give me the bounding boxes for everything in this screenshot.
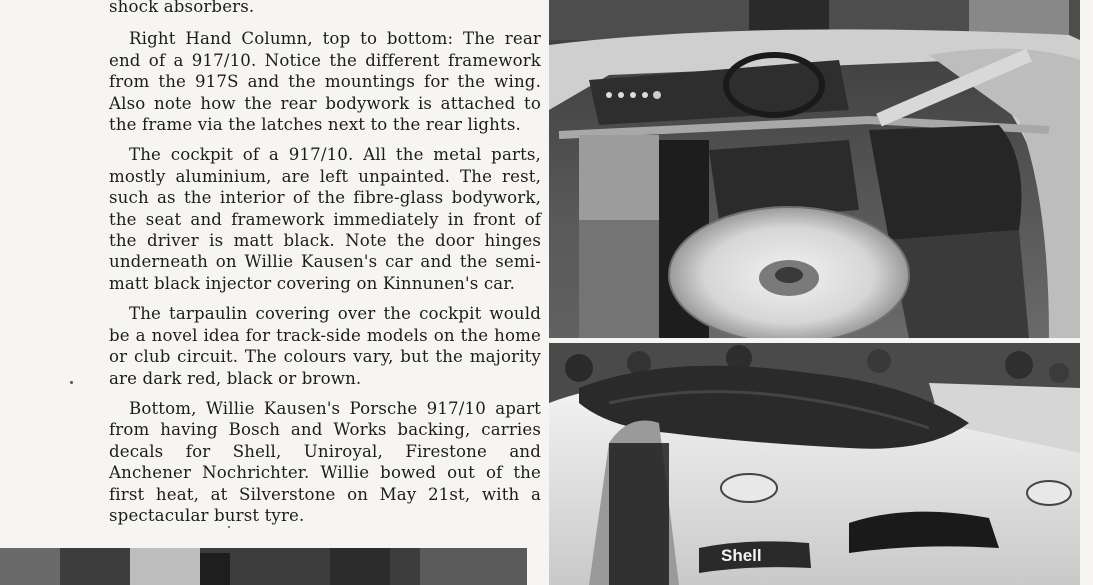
print-speck (70, 381, 73, 384)
photo-cockpit (549, 0, 1080, 338)
caption-rear-end: Right Hand Column, top to bottom: The rear end of a 917/10. Notice the different framework from the 917S and the mountings for the wing. Also note how the rear bodywork is attached to the frame via the latches next to the rear lights. (109, 29, 541, 135)
shell-decal: Shell (721, 546, 762, 565)
caption-cockpit: The cockpit of a 917/10. All the metal parts, mostly aluminium, are left unpainted. The rest, such as the interior of the fibre-glass bodywork, the seat and framework immediately in front of the driver is matt black. Note the door hinges underneath on Willie Kausen's car and the semi-matt black injector covering on Kinnunen's car. (109, 145, 541, 293)
caption-kausen-car: Bottom, Willie Kausen's Porsche 917/10 apart from having Bosch and Works backing, carries decals for Shell, Uniroyal, Firestone and Anchener Nochrichter. Willie bowed out of the first heat, at Silverstone on May 21st, with a spectacular burst tyre. (109, 398, 541, 525)
photo-bottom-left (0, 548, 527, 585)
caption-column (109, 0, 541, 535)
caption-continuation: shock absorbers. (109, 0, 255, 16)
photo-kausen-porsche (549, 343, 1080, 585)
print-speck (228, 526, 230, 528)
caption-tarpaulin: The tarpaulin covering over the cockpit would be a novel idea for track-side models on the home or club circuit. The colours vary, but the majority are dark red, black or brown. (109, 304, 541, 388)
